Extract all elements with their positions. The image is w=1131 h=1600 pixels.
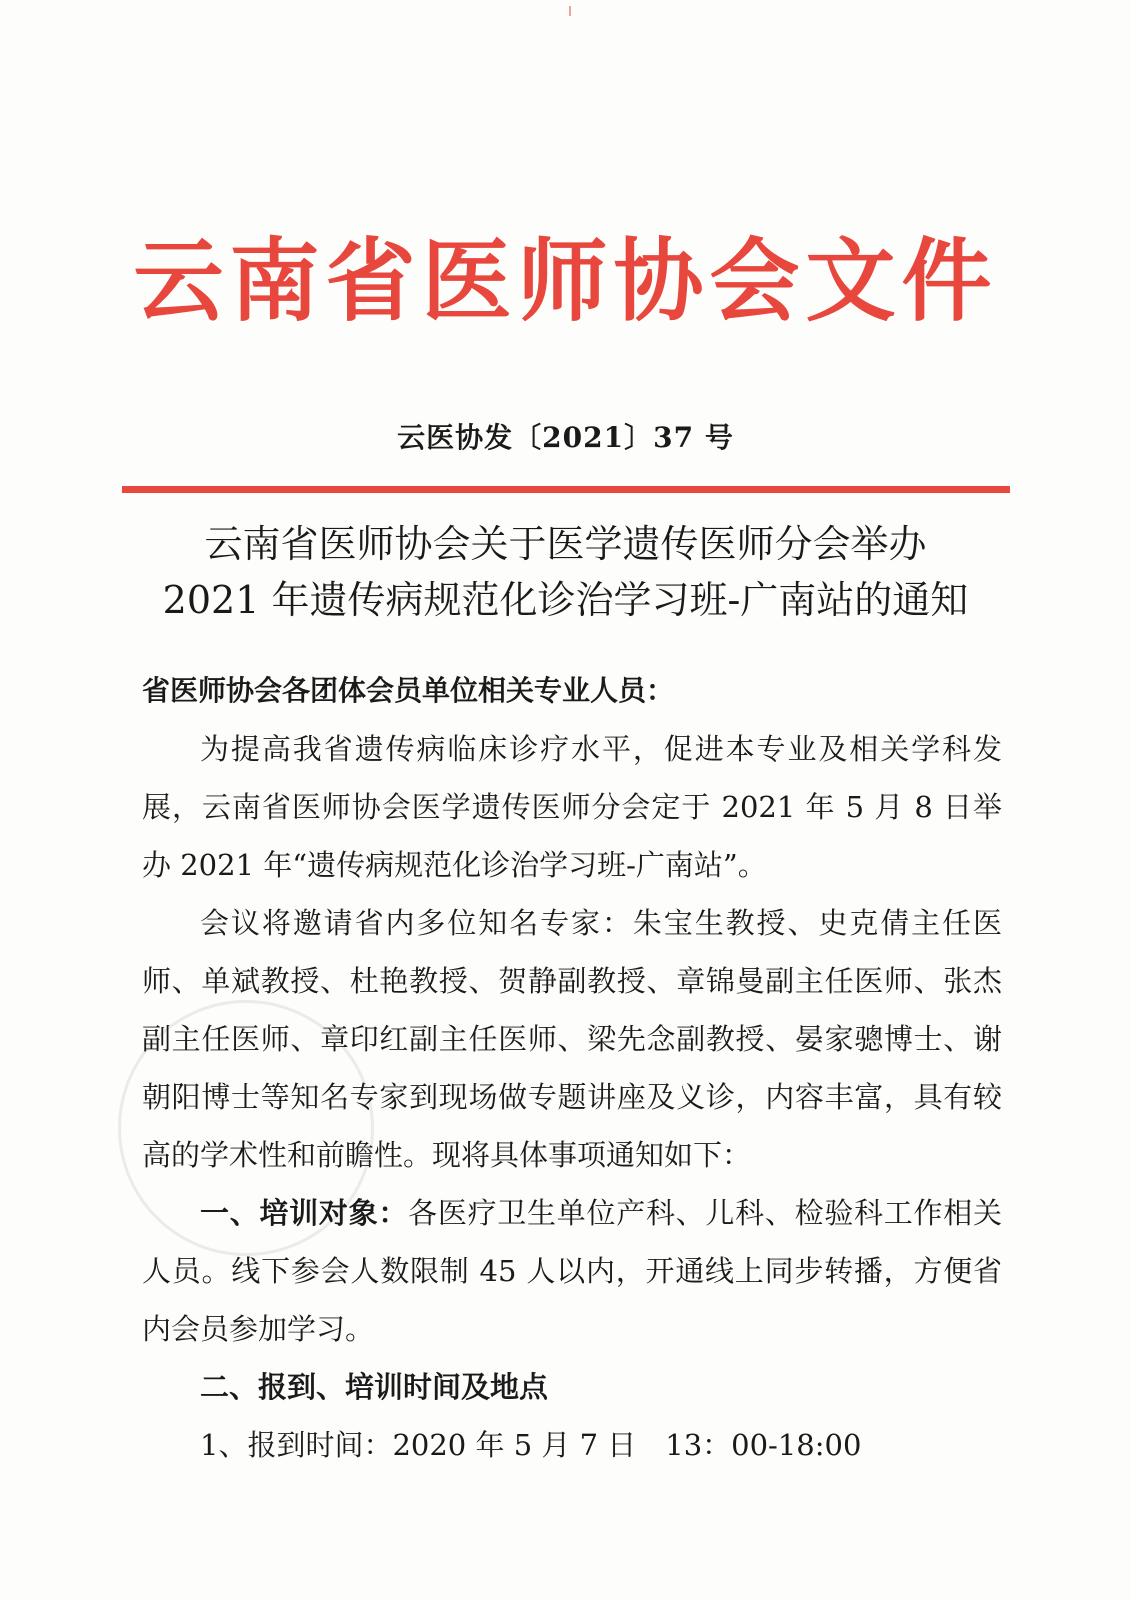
org-header-title: 云南省医师协会文件 <box>133 229 998 334</box>
notice-title-line-2: 2021 年遗传病规范化诊治学习班-广南站的通知 <box>162 578 969 622</box>
section-training-target <box>142 1184 1002 1358</box>
section-1-heading: 一、培训对象： <box>200 1196 409 1230</box>
section-1-text: 各医疗卫生单位产科、儿科、检验科工作相关人员。线下参会人数限制 45 人以内，开通线上同步转播，方便省内会员参加学习。 <box>142 1196 1002 1346</box>
notice-title-line-1: 云南省医师协会关于医学遗传医师分会举办 <box>204 522 927 566</box>
document-number: 云医协发〔2021〕37 号 <box>397 421 734 454</box>
notice-body <box>142 662 1002 1474</box>
paragraph-purpose: 为提高我省遗传病临床诊疗水平，促进本专业及相关学科发展，云南省医师协会医学遗传医师分会定于 2021 年 5 月 8 日举办 2021 年“遗传病规范化诊治学习班-广南站”。 <box>142 732 1002 882</box>
paragraph-experts: 会议将邀请省内多位知名专家：朱宝生教授、史克倩主任医师、单斌教授、杜艳教授、贺静副教授、章锦曼副主任医师、张杰副主任医师、章印红副主任医师、梁先念副教授、晏家骢博士、谢朝阳博士等知名专家到现场做专题讲座及义诊，内容丰富，具有较高的学术性和前瞻性。现将具体事项通知如下： <box>142 906 1002 1172</box>
red-divider-line <box>122 486 1010 493</box>
section-2-heading: 二、报到、培训时间及地点 <box>200 1370 549 1404</box>
item-registration-time: 1、报到时间：2020 年 5 月 7 日 13：00-18:00 <box>200 1428 862 1462</box>
salutation: 省医师协会各团体会员单位相关专业人员： <box>142 674 675 707</box>
scan-mark <box>569 6 571 16</box>
notice-title <box>0 516 1131 628</box>
